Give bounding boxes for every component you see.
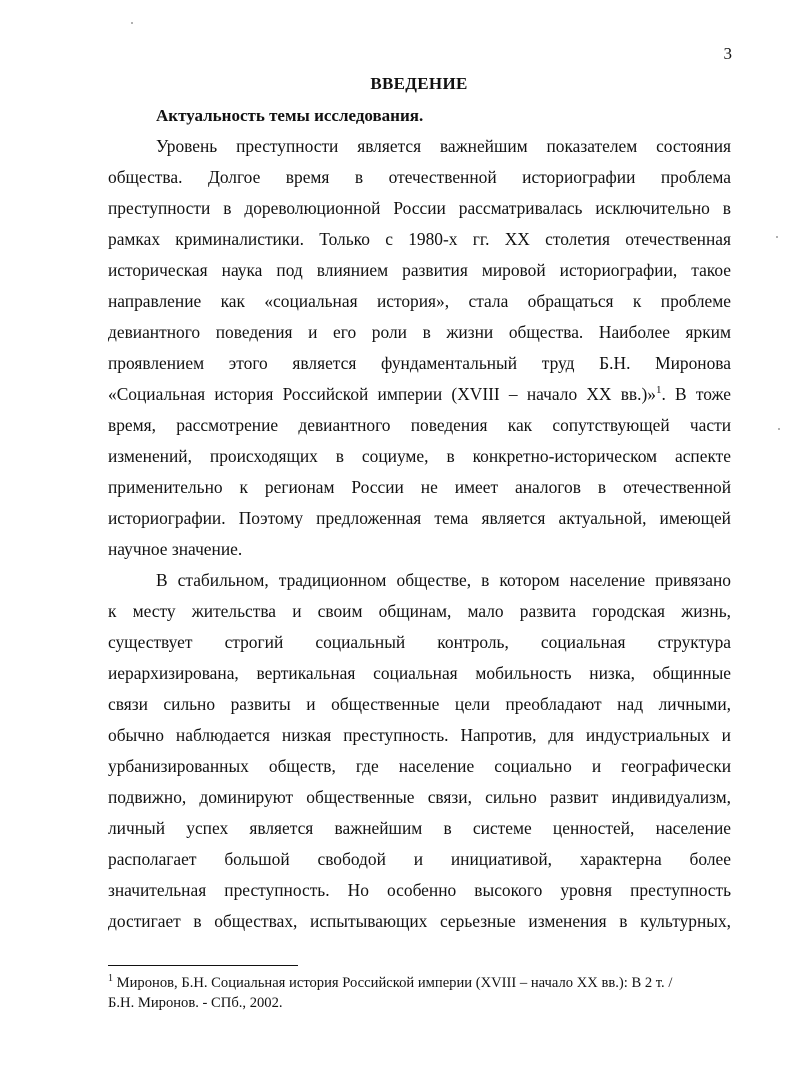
text-line: общества. Долгое время в отечественной историографии проблема xyxy=(108,167,731,187)
text-line: достигает в обществах, испытывающих серьезные изменения в культурных, xyxy=(108,911,731,931)
text-line: девиантного поведения и его роли в жизни общества. Наиболее ярким xyxy=(108,322,731,342)
text-line: иерархизирована, вертикальная социальная мобильность низка, общинные xyxy=(108,663,731,683)
text-line: преступности в дореволюционной России рассматривалась исключительно в xyxy=(108,198,731,218)
scan-speck xyxy=(131,22,133,24)
text-line: к месту жительства и своим общинам, мало развита городская жизнь, xyxy=(108,601,731,621)
page-title: ВВЕДЕНИЕ xyxy=(370,74,468,93)
scan-speck xyxy=(778,428,780,430)
text-line: связи сильно развиты и общественные цели преобладают над личными, xyxy=(108,694,731,714)
text-line: подвижно, доминируют общественные связи, сильно развит индивидуализм, xyxy=(108,787,731,807)
text-line: располагает большой свободой и инициативой, характерна более xyxy=(108,849,731,869)
footnote-line: Б.Н. Миронов. - СПб., 2002. xyxy=(108,995,283,1011)
text-line: В стабильном, традиционном обществе, в котором население привязано xyxy=(156,570,731,590)
footnote-line xyxy=(108,974,731,992)
section-subtitle: Актуальность темы исследования. xyxy=(156,106,424,125)
text-line: рамках криминалистики. Только с 1980-х гг. XX столетия отечественная xyxy=(108,229,731,249)
footnote-separator xyxy=(108,965,298,966)
text-line: Уровень преступности является важнейшим показателем состояния xyxy=(156,136,731,156)
page-number: 3 xyxy=(723,44,732,63)
text-line: направление как «социальная история», стала обращаться к проблеме xyxy=(108,291,731,311)
scan-speck xyxy=(776,236,778,238)
text-line: значительная преступность. Но особенно высокого уровня преступность xyxy=(108,880,731,900)
text-line: научное значение. xyxy=(108,539,243,559)
footnote-mark: 1 xyxy=(108,973,113,985)
text-line: проявлением этого является фундаментальный труд Б.Н. Миронова xyxy=(108,353,731,373)
footnote-reference[interactable]: 1 xyxy=(655,384,662,397)
text-line: урбанизированных обществ, где население социально и географически xyxy=(108,756,731,776)
text-segment: «Социальная история Российской империи (XVIII – начало XX вв.)» xyxy=(108,384,656,404)
text-line: обычно наблюдается низкая преступность. Напротив, для индустриальных и xyxy=(108,725,731,745)
text-line-with-footnote-ref xyxy=(108,383,731,405)
text-line: изменений, происходящих в социуме, в конкретно-историческом аспекте xyxy=(108,446,731,466)
text-line: историческая наука под влиянием развития мировой историографии, такое xyxy=(108,260,731,280)
footnote-text: Миронов, Б.Н. Социальная история Российской империи (XVIII – начало XX вв.): В 2 т. / xyxy=(113,975,673,991)
text-line: время, рассмотрение девиантного поведения как сопутствующей части xyxy=(108,415,731,435)
text-segment: . В тоже xyxy=(661,384,731,404)
text-line: применительно к регионам России не имеет аналогов в отечественной xyxy=(108,477,731,497)
text-line: личный успех является важнейшим в системе ценностей, население xyxy=(108,818,731,838)
text-line: историографии. Поэтому предложенная тема является актуальной, имеющей xyxy=(108,508,731,528)
text-line: существует строгий социальный контроль, социальная структура xyxy=(108,632,731,652)
